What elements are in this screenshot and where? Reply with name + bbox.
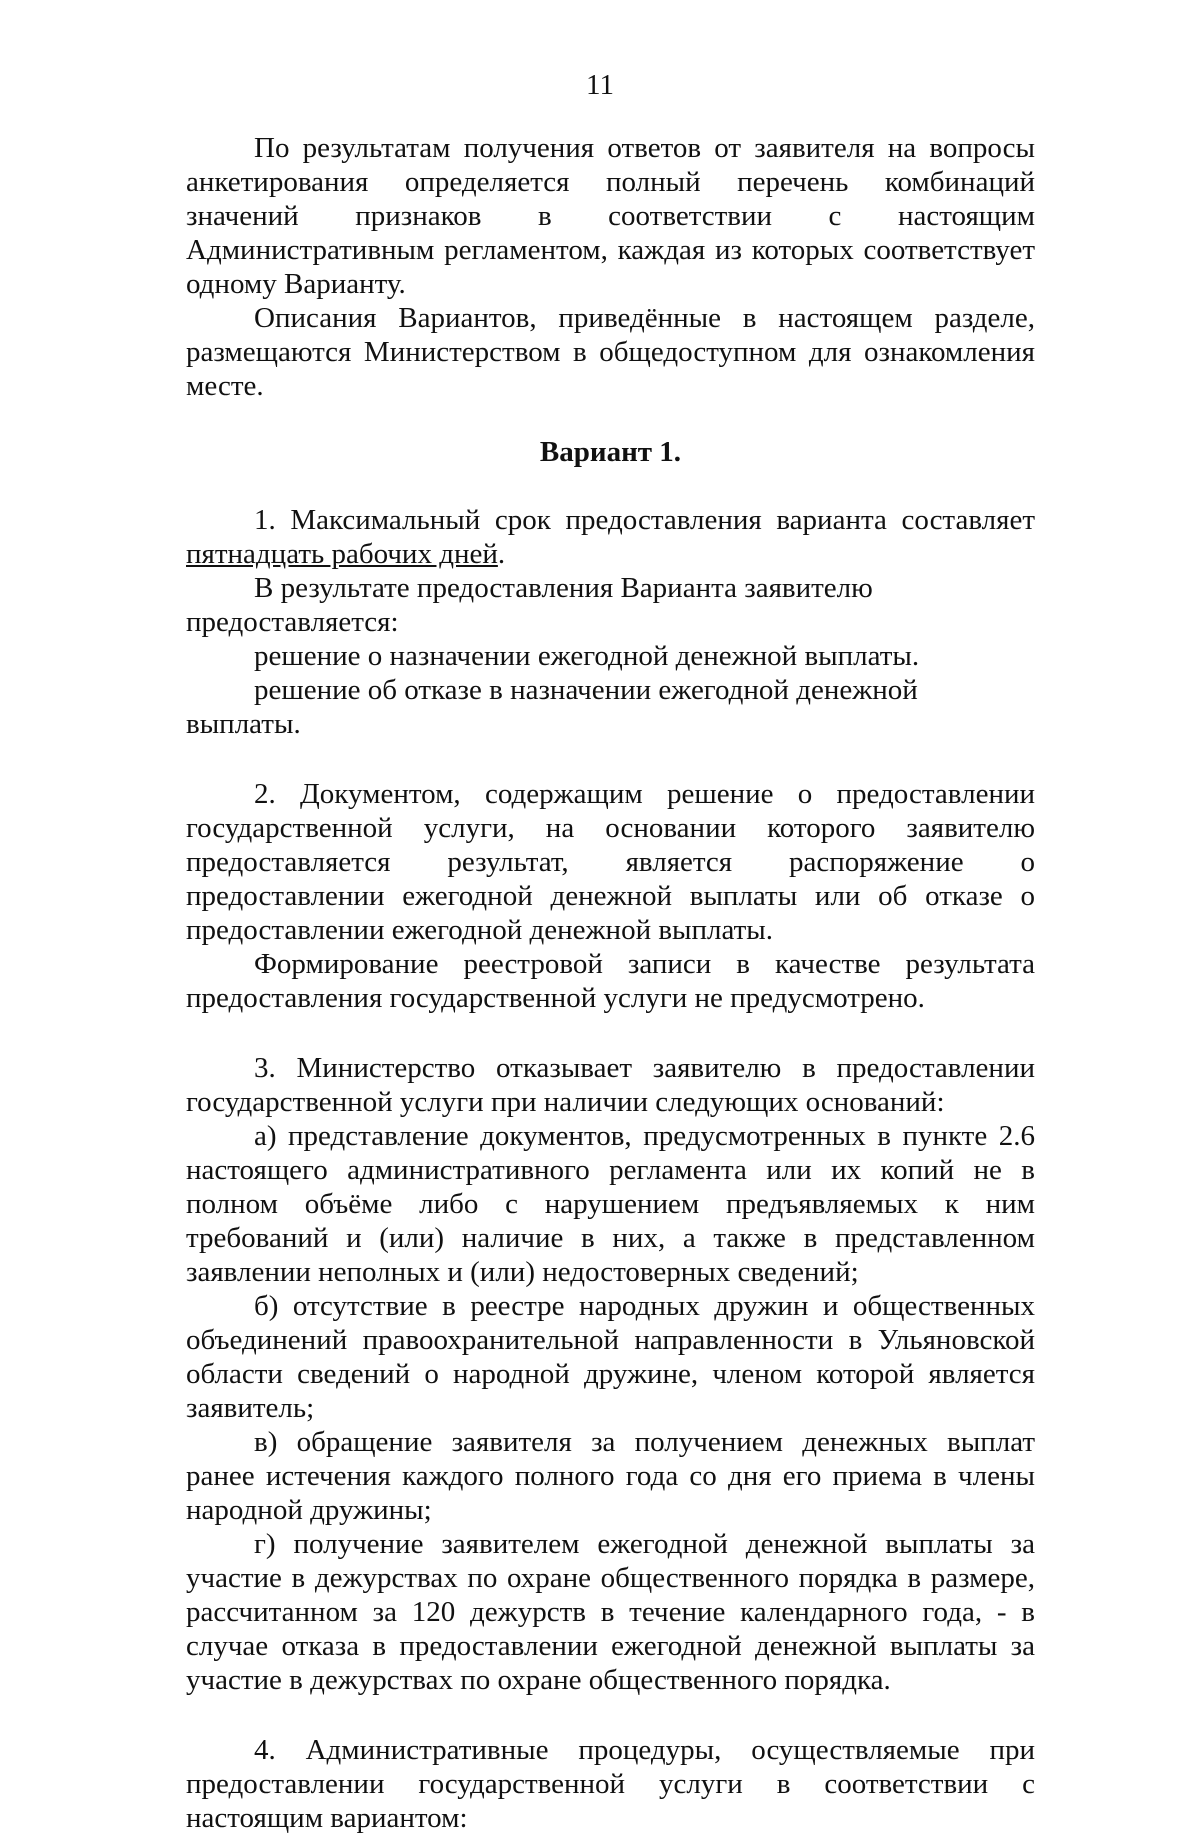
section1-decision-refusal: решение об отказе в назначении ежегодной денежной выплаты. <box>186 674 918 740</box>
section3-lead: 3. Министерство отказывает заявителю в предоставлении государственной услуги при наличии следующих оснований: <box>186 1052 1035 1118</box>
section3-item-v: в) обращение заявителя за получением денежных выплат ранее истечения каждого полного года со дня его приема в члены народной дружины; <box>186 1426 1035 1526</box>
variant-heading: Вариант 1. <box>539 436 682 468</box>
section2-paragraph-1: 2. Документом, содержащим решение о предоставлении государственной услуги, на основании которого заявителю предоставляется результат, является распоряжение о предоставлении ежегодной денежной выплаты или об отказе о предоставлении ежегодной денежной выплаты. <box>186 778 1035 946</box>
page-number: 11 <box>586 69 614 101</box>
section1-term-underlined: пятнадцать рабочих дней <box>186 538 498 570</box>
intro-paragraph-1: По результатам получения ответов от заявителя на вопросы анкетирования определяется полный перечень комбинаций значений признаков в соответствии с настоящим Административным регламентом, каждая из которых соответствует одному Варианту. <box>186 132 1035 300</box>
section1-lead: 1. Максимальный срок предоставления варианта составляет <box>254 504 1035 536</box>
document-body <box>186 131 1035 1835</box>
section3-item-b: б) отсутствие в реестре народных дружин и общественных объединений правоохранительной направленности в Ульяновской области сведений о народной дружине, членом которой является заявитель; <box>186 1290 1035 1424</box>
section3-item-a: а) представление документов, предусмотренных в пункте 2.6 настоящего административного регламента или их копий не в полном объёме либо с нарушением предъявляемых к ним требований и (или) наличие в них, а также в представленном заявлении неполных и (или) недостоверных сведений; <box>186 1120 1035 1288</box>
intro-paragraph-2: Описания Вариантов, приведённые в настоящем разделе, размещаются Министерством в общедоступном для ознакомления месте. <box>186 302 1035 402</box>
section1-result-line: В результате предоставления Варианта заявителю предоставляется: <box>186 572 873 638</box>
section3-item-g: г) получение заявителем ежегодной денежной выплаты за участие в дежурствах по охране общественного порядка в размере, рассчитанном за 120 дежурств в течение календарного года, - в случае отказа в предоставлении ежегодной денежной выплаты за участие в дежурствах по охране общественного порядка. <box>186 1528 1035 1696</box>
section2-paragraph-2: Формирование реестровой записи в качестве результата предоставления государственной услуги не предусмотрено. <box>186 948 1035 1014</box>
section1-tail: . <box>497 538 506 570</box>
section1-term-paragraph <box>186 503 1035 571</box>
section4-paragraph: 4. Административные процедуры, осуществляемые при предоставлении государственной услуги в соответствии с настоящим вариантом: <box>186 1734 1035 1834</box>
section1-decision-grant: решение о назначении ежегодной денежной выплаты. <box>254 640 920 672</box>
